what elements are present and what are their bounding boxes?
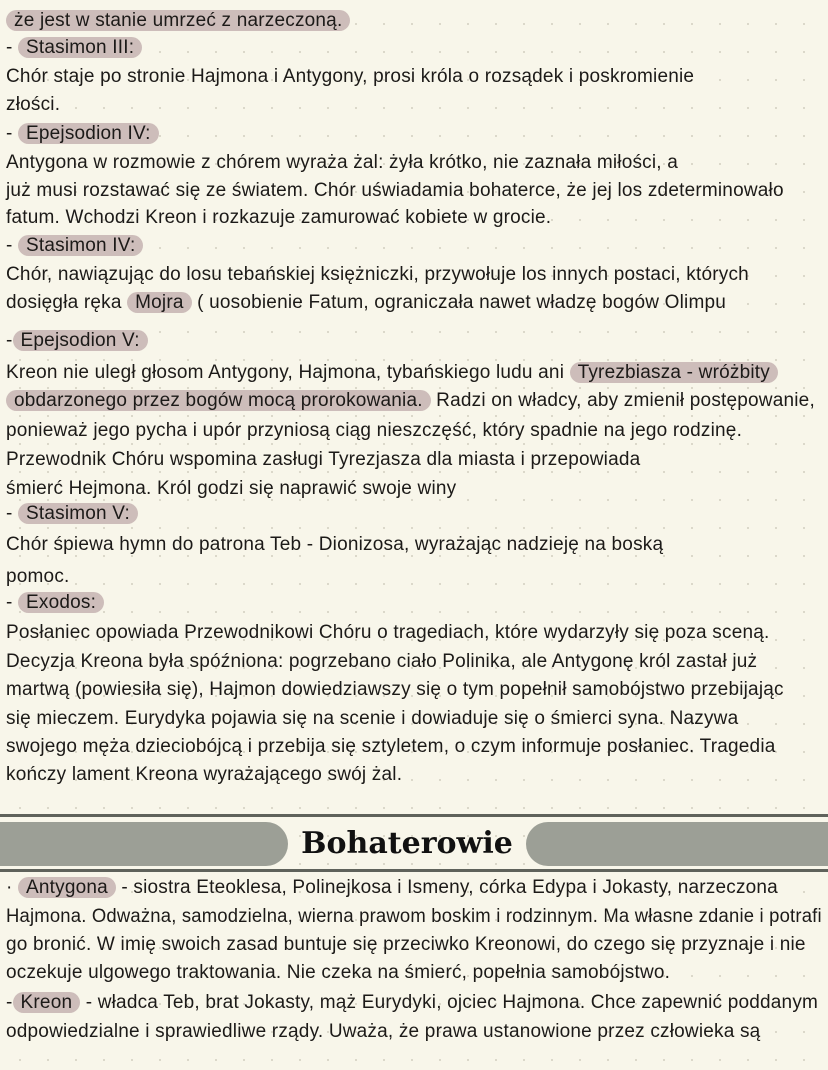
text-line bbox=[6, 178, 784, 204]
text-segment: - bbox=[6, 592, 19, 613]
text-segment: - siostra Eteoklesa, Polinejkosa i Ismeny, córka Edypa i Jokasty, narzeczona bbox=[115, 877, 778, 898]
text-line bbox=[6, 875, 778, 901]
highlighted-text: Antygona bbox=[18, 877, 116, 898]
highlighted-text: Tyrezbiasza - wróżbity bbox=[570, 362, 778, 383]
text-line bbox=[6, 205, 551, 231]
text-segment: oczekuje ulgowego traktowania. Nie czeka na śmierć, popełnia samobójstwo. bbox=[6, 962, 671, 983]
text-line bbox=[6, 64, 694, 90]
text-segment: fatum. Wchodzi Kreon i rozkazuje zamurować kobiete w grocie. bbox=[6, 207, 552, 228]
text-segment: Chór śpiewa hymn do patrona Teb - Dionizosa, wyrażając nadzieję na boską bbox=[6, 534, 664, 555]
highlighted-text: że jest w stanie umrzeć z narzeczoną. bbox=[6, 10, 350, 31]
highlighted-text: Exodos: bbox=[18, 592, 104, 613]
text-line bbox=[6, 677, 784, 703]
text-segment: swojego męża dzieciobójcą i przebija się sztyletem, o czym informuje posłaniec. Tragedia bbox=[6, 736, 776, 757]
text-line bbox=[6, 532, 663, 558]
text-line bbox=[6, 360, 778, 386]
text-line bbox=[6, 734, 776, 760]
text-segment: - bbox=[6, 992, 13, 1013]
text-segment: już musi rozstawać się ze światem. Chór uświadamia bohaterce, że jej los zdeterminowało bbox=[6, 180, 784, 201]
text-line bbox=[6, 706, 738, 732]
text-segment: Chór staje po stronie Hajmona i Antygony, prosi króla o rozsądek i poskromienie bbox=[6, 66, 695, 87]
text-segment: - władca Teb, brat Jokasty, mąż Eurydyki, ojciec Hajmona. Chce zapewnić poddanym bbox=[80, 992, 819, 1013]
section-heading bbox=[6, 328, 148, 354]
text-segment: Chór, nawiązując do losu tebańskiej księżniczki, przywołuje los innych postaci, których bbox=[6, 264, 749, 285]
text-segment: Antygona w rozmowie z chórem wyraża żal: żyła krótko, nie zaznała miłości, a bbox=[6, 152, 679, 173]
text-segment: - bbox=[6, 37, 19, 58]
section-heading bbox=[6, 121, 159, 147]
highlighted-text: Mojra bbox=[127, 292, 192, 313]
highlighted-text: Epejsodion IV: bbox=[18, 123, 159, 144]
text-line bbox=[6, 1019, 760, 1045]
text-line bbox=[6, 564, 70, 590]
section-heading bbox=[6, 501, 138, 527]
text-segment: - bbox=[6, 503, 19, 524]
text-segment: śmierć Hejmona. Król godzi się naprawić swoje winy bbox=[6, 478, 457, 499]
text-line bbox=[6, 904, 822, 930]
text-line bbox=[6, 8, 350, 34]
text-line bbox=[6, 476, 456, 502]
text-line bbox=[6, 932, 806, 958]
highlighted-text: Stasimon III: bbox=[18, 37, 142, 58]
divider-bottom bbox=[0, 869, 828, 872]
text-line bbox=[6, 620, 769, 646]
section-heading bbox=[6, 233, 143, 259]
text-segment: Decyzja Kreona była spóźniona: pogrzebano ciało Polinika, ale Antygonę król zastał już bbox=[6, 651, 758, 672]
highlighted-text: Epejsodion V: bbox=[13, 330, 148, 351]
text-segment: ponieważ jego pycha i upór przyniosą ciąg nieszczęść, który spadnie na jego rodzinę. bbox=[6, 420, 743, 441]
text-segment: Hajmona. Odważna, samodzielna, wierna prawom boskim i rodzinnym. Ma własne zdanie i potrafi bbox=[6, 906, 822, 927]
text-segment: dosięgła ręka bbox=[6, 292, 128, 313]
text-line bbox=[6, 418, 742, 444]
text-segment: pomoc. bbox=[6, 566, 70, 587]
text-segment: Radzi on władcy, aby zmienił postępowanie, bbox=[430, 390, 815, 411]
text-line bbox=[6, 762, 402, 788]
section-heading bbox=[6, 35, 142, 61]
text-segment: ( uosobienie Fatum, ograniczała nawet władzę bogów Olimpu bbox=[191, 292, 727, 313]
text-segment: go bronić. W imię swoich zasad buntuje się przeciwko Kreonowi, do czego się przyznaje i nie bbox=[6, 934, 806, 955]
text-segment: · bbox=[6, 877, 19, 898]
text-line bbox=[6, 960, 670, 986]
section-heading bbox=[6, 590, 104, 616]
highlighted-text: obdarzonego przez bogów mocą prorokowania. bbox=[6, 390, 431, 411]
text-segment: odpowiedzialne i sprawiedliwe rządy. Uważa, że prawa ustanowione przez człowieka są bbox=[6, 1021, 761, 1042]
text-line bbox=[6, 649, 757, 675]
highlighted-text: Stasimon V: bbox=[18, 503, 138, 524]
section-banner-left bbox=[0, 822, 288, 866]
text-line bbox=[6, 150, 678, 176]
text-line bbox=[6, 290, 726, 316]
text-line bbox=[6, 990, 818, 1016]
highlighted-text: Stasimon IV: bbox=[18, 235, 143, 256]
highlighted-text: Kreon bbox=[13, 992, 81, 1013]
text-segment: kończy lament Kreona wyrażającego swój żal. bbox=[6, 764, 403, 785]
text-line bbox=[6, 92, 60, 118]
text-segment: złości. bbox=[6, 94, 61, 115]
text-segment: - bbox=[6, 235, 19, 256]
text-segment: - bbox=[6, 330, 13, 351]
text-segment: martwą (powiesiła się), Hajmon dowiedziawszy się o tym popełnił samobójstwo przebijając bbox=[6, 679, 784, 700]
divider-top bbox=[0, 814, 828, 817]
text-segment: - bbox=[6, 123, 19, 144]
text-line bbox=[6, 262, 749, 288]
text-segment: się mieczem. Eurydyka pojawia się na scenie i dowiaduje się o śmierci syna. Nazywa bbox=[6, 708, 739, 729]
text-segment: Posłaniec opowiada Przewodnikowi Chóru o tragediach, które wydarzyły się poza sceną. bbox=[6, 622, 770, 643]
section-title: Bohaterowie bbox=[301, 826, 513, 861]
text-segment: Kreon nie uległ głosom Antygony, Hajmona, tybańskiego ludu ani bbox=[6, 362, 570, 383]
text-segment: Przewodnik Chóru wspomina zasługi Tyrezjasza dla miasta i przepowiada bbox=[6, 449, 641, 470]
section-banner-right bbox=[526, 822, 828, 866]
text-line bbox=[6, 447, 640, 473]
text-line bbox=[6, 388, 815, 414]
